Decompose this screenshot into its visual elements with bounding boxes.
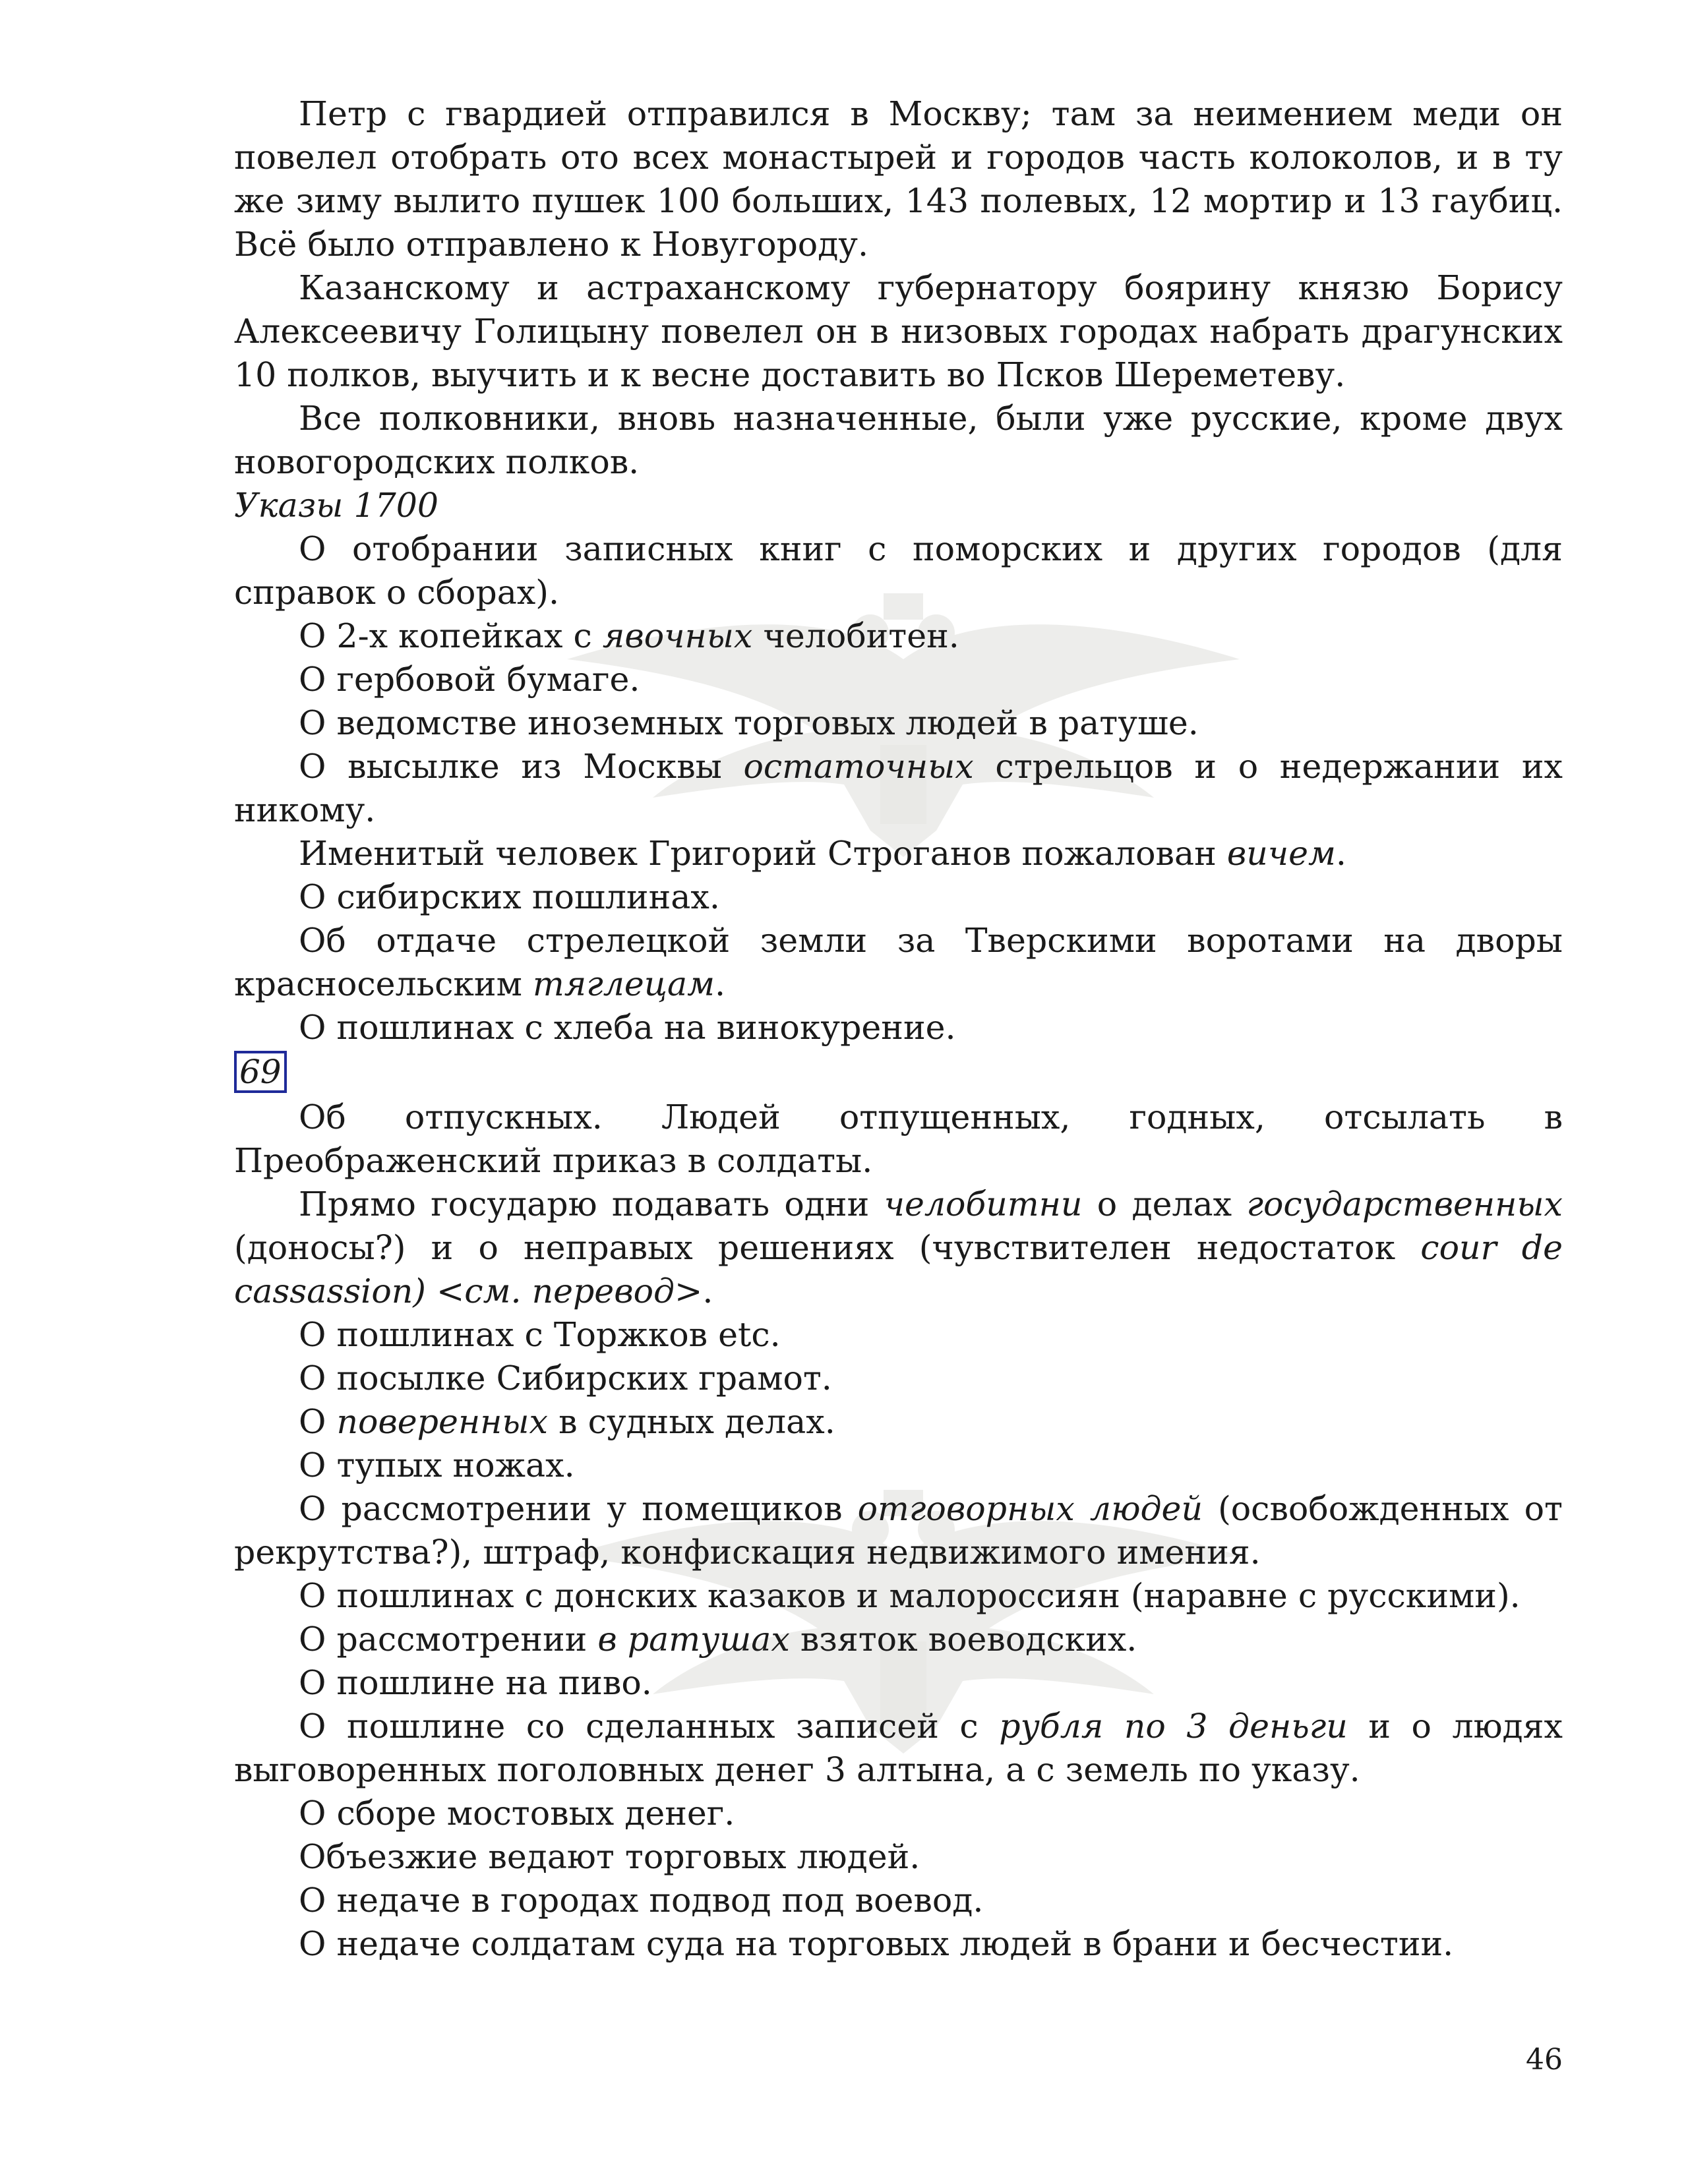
ukazy-list-part-2 (234, 1096, 1563, 1966)
paragraph (234, 1313, 1563, 1357)
paragraph (234, 527, 1563, 614)
paragraph (234, 1096, 1563, 1183)
text-run: О гербовой бумаге. (299, 660, 640, 699)
paragraph (234, 1618, 1563, 1661)
paragraph (234, 266, 1563, 397)
text-run: О посылке Сибирских грамот. (299, 1359, 832, 1398)
text-run: в судных делах. (548, 1402, 835, 1441)
text-run: О сборе мостовых денег. (299, 1794, 735, 1833)
text-run: О рассмотрении (299, 1620, 598, 1659)
paragraph (234, 745, 1563, 832)
text-run: (освобожденных от рекрутства?), штраф, конфискация недвижимого имения. (234, 1489, 1563, 1572)
paragraph (234, 1400, 1563, 1444)
text-run: О пошлинах с хлеба на винокурение. (299, 1008, 956, 1047)
italic-text: в ратушах (597, 1620, 790, 1659)
italic-text: cour de cassassion) <см. перевод> (234, 1228, 1563, 1311)
intro-paragraphs (234, 92, 1563, 484)
text-run: О высылке из Москвы (299, 747, 744, 786)
paragraph (234, 1705, 1563, 1792)
ukazy-list-part-1 (234, 527, 1563, 1049)
text-run: О сибирских пошлинах. (299, 877, 720, 916)
paragraph (234, 1922, 1563, 1966)
italic-text: рубля по 3 деньги (999, 1707, 1348, 1746)
text-run: Об отдаче стрелецкой земли за Тверскими воротами на дворы красносельским (234, 921, 1563, 1003)
paragraph (234, 1183, 1563, 1313)
italic-text: тяглецам (532, 964, 715, 1003)
page-body (234, 92, 1563, 1966)
page-marker-link[interactable]: 69 (234, 1051, 287, 1093)
italic-text: поверенных (336, 1402, 549, 1441)
text-run: Именитый человек Григорий Строганов пожалован (299, 834, 1227, 873)
text-run: стрельцов и о недержании их никому. (234, 747, 1563, 829)
text-run: Казанскому и астраханскому губернатору боярину князю Борису Алексеевичу Голицыну повелел он в низовых городах набрать драгунских 10 полков, выучить и к весне доставить во Псков Шереметеву. (234, 268, 1563, 394)
text-run: . (715, 964, 726, 1003)
paragraph (234, 701, 1563, 745)
paragraph (234, 1879, 1563, 1922)
paragraph (234, 1661, 1563, 1705)
text-run: О отобрании записных книг с поморских и других городов (для справок о сборах). (234, 529, 1563, 612)
text-run: О 2-х копейках с (299, 616, 603, 655)
text-run: . (702, 1272, 713, 1311)
text-run: о делах (1082, 1185, 1247, 1224)
italic-text: явочных (602, 616, 753, 655)
paragraph (234, 1357, 1563, 1400)
text-run: О пошлине со сделанных записей с (299, 1707, 1000, 1746)
section-heading: Указы 1700 (234, 486, 439, 525)
text-run: Объезжие ведают торговых людей. (299, 1837, 920, 1876)
paragraph (234, 1487, 1563, 1574)
paragraph (234, 92, 1563, 266)
text-run: . (1335, 834, 1346, 873)
text-run: О рассмотрении у помещиков (299, 1489, 858, 1528)
text-run: О ведомстве иноземных торговых людей в ратуше. (299, 703, 1199, 742)
text-run: О пошлине на пиво. (299, 1663, 652, 1702)
paragraph (234, 397, 1563, 484)
italic-text: остаточных (743, 747, 974, 786)
paragraph (234, 1574, 1563, 1618)
text-run: (доносы?) и о неправых решениях (чувствителен недостаток (234, 1228, 1421, 1267)
text-run: О недаче солдатам суда на торговых людей в брани и бесчестии. (299, 1924, 1454, 1963)
text-run: Петр с гвардией отправился в Москву; там за неимением меди он повелел отобрать ото всех монастырей и городов часть колоколов, и в ту же зиму вылито пушек 100 больших, 143 полевых, 12 мортир и 13 гаубиц. Всё было отправлено к Новугороду. (234, 94, 1563, 264)
italic-text: государственных (1246, 1185, 1563, 1224)
italic-text: челобитни (884, 1185, 1083, 1224)
text-run: О недаче в городах подвод под воевод. (299, 1881, 984, 1920)
italic-text: вичем (1226, 834, 1336, 873)
paragraph (234, 1792, 1563, 1835)
paragraph (234, 614, 1563, 658)
text-run: О пошлинах с Торжков etc. (299, 1315, 781, 1354)
paragraph (234, 875, 1563, 919)
paragraph (234, 919, 1563, 1006)
text-run: О тупых ножах. (299, 1446, 575, 1485)
page-number: 46 (1526, 2043, 1563, 2077)
text-run: Прямо государю подавать одни (299, 1185, 884, 1224)
text-run: Об отпускных. Людей отпущенных, годных, отсылать в Преображенский приказ в солдаты. (234, 1098, 1563, 1180)
paragraph (234, 1006, 1563, 1049)
paragraph (234, 658, 1563, 701)
text-run: Все полковники, вновь назначенные, были уже русские, кроме двух новогородских полков. (234, 399, 1563, 481)
text-run: челобитен. (752, 616, 959, 655)
italic-text: отговорных людей (857, 1489, 1203, 1528)
paragraph (234, 1835, 1563, 1879)
page-marker-line (234, 1049, 1563, 1096)
paragraph (234, 832, 1563, 875)
paragraph (234, 1444, 1563, 1487)
text-run: и о людях выговоренных поголовных денег 3 алтына, а с земель по указу. (234, 1707, 1563, 1789)
text-run: О пошлинах с донских казаков и малороссиян (наравне с русскими). (299, 1576, 1521, 1615)
text-run: О (299, 1402, 337, 1441)
text-run: взяток воеводских. (789, 1620, 1137, 1659)
